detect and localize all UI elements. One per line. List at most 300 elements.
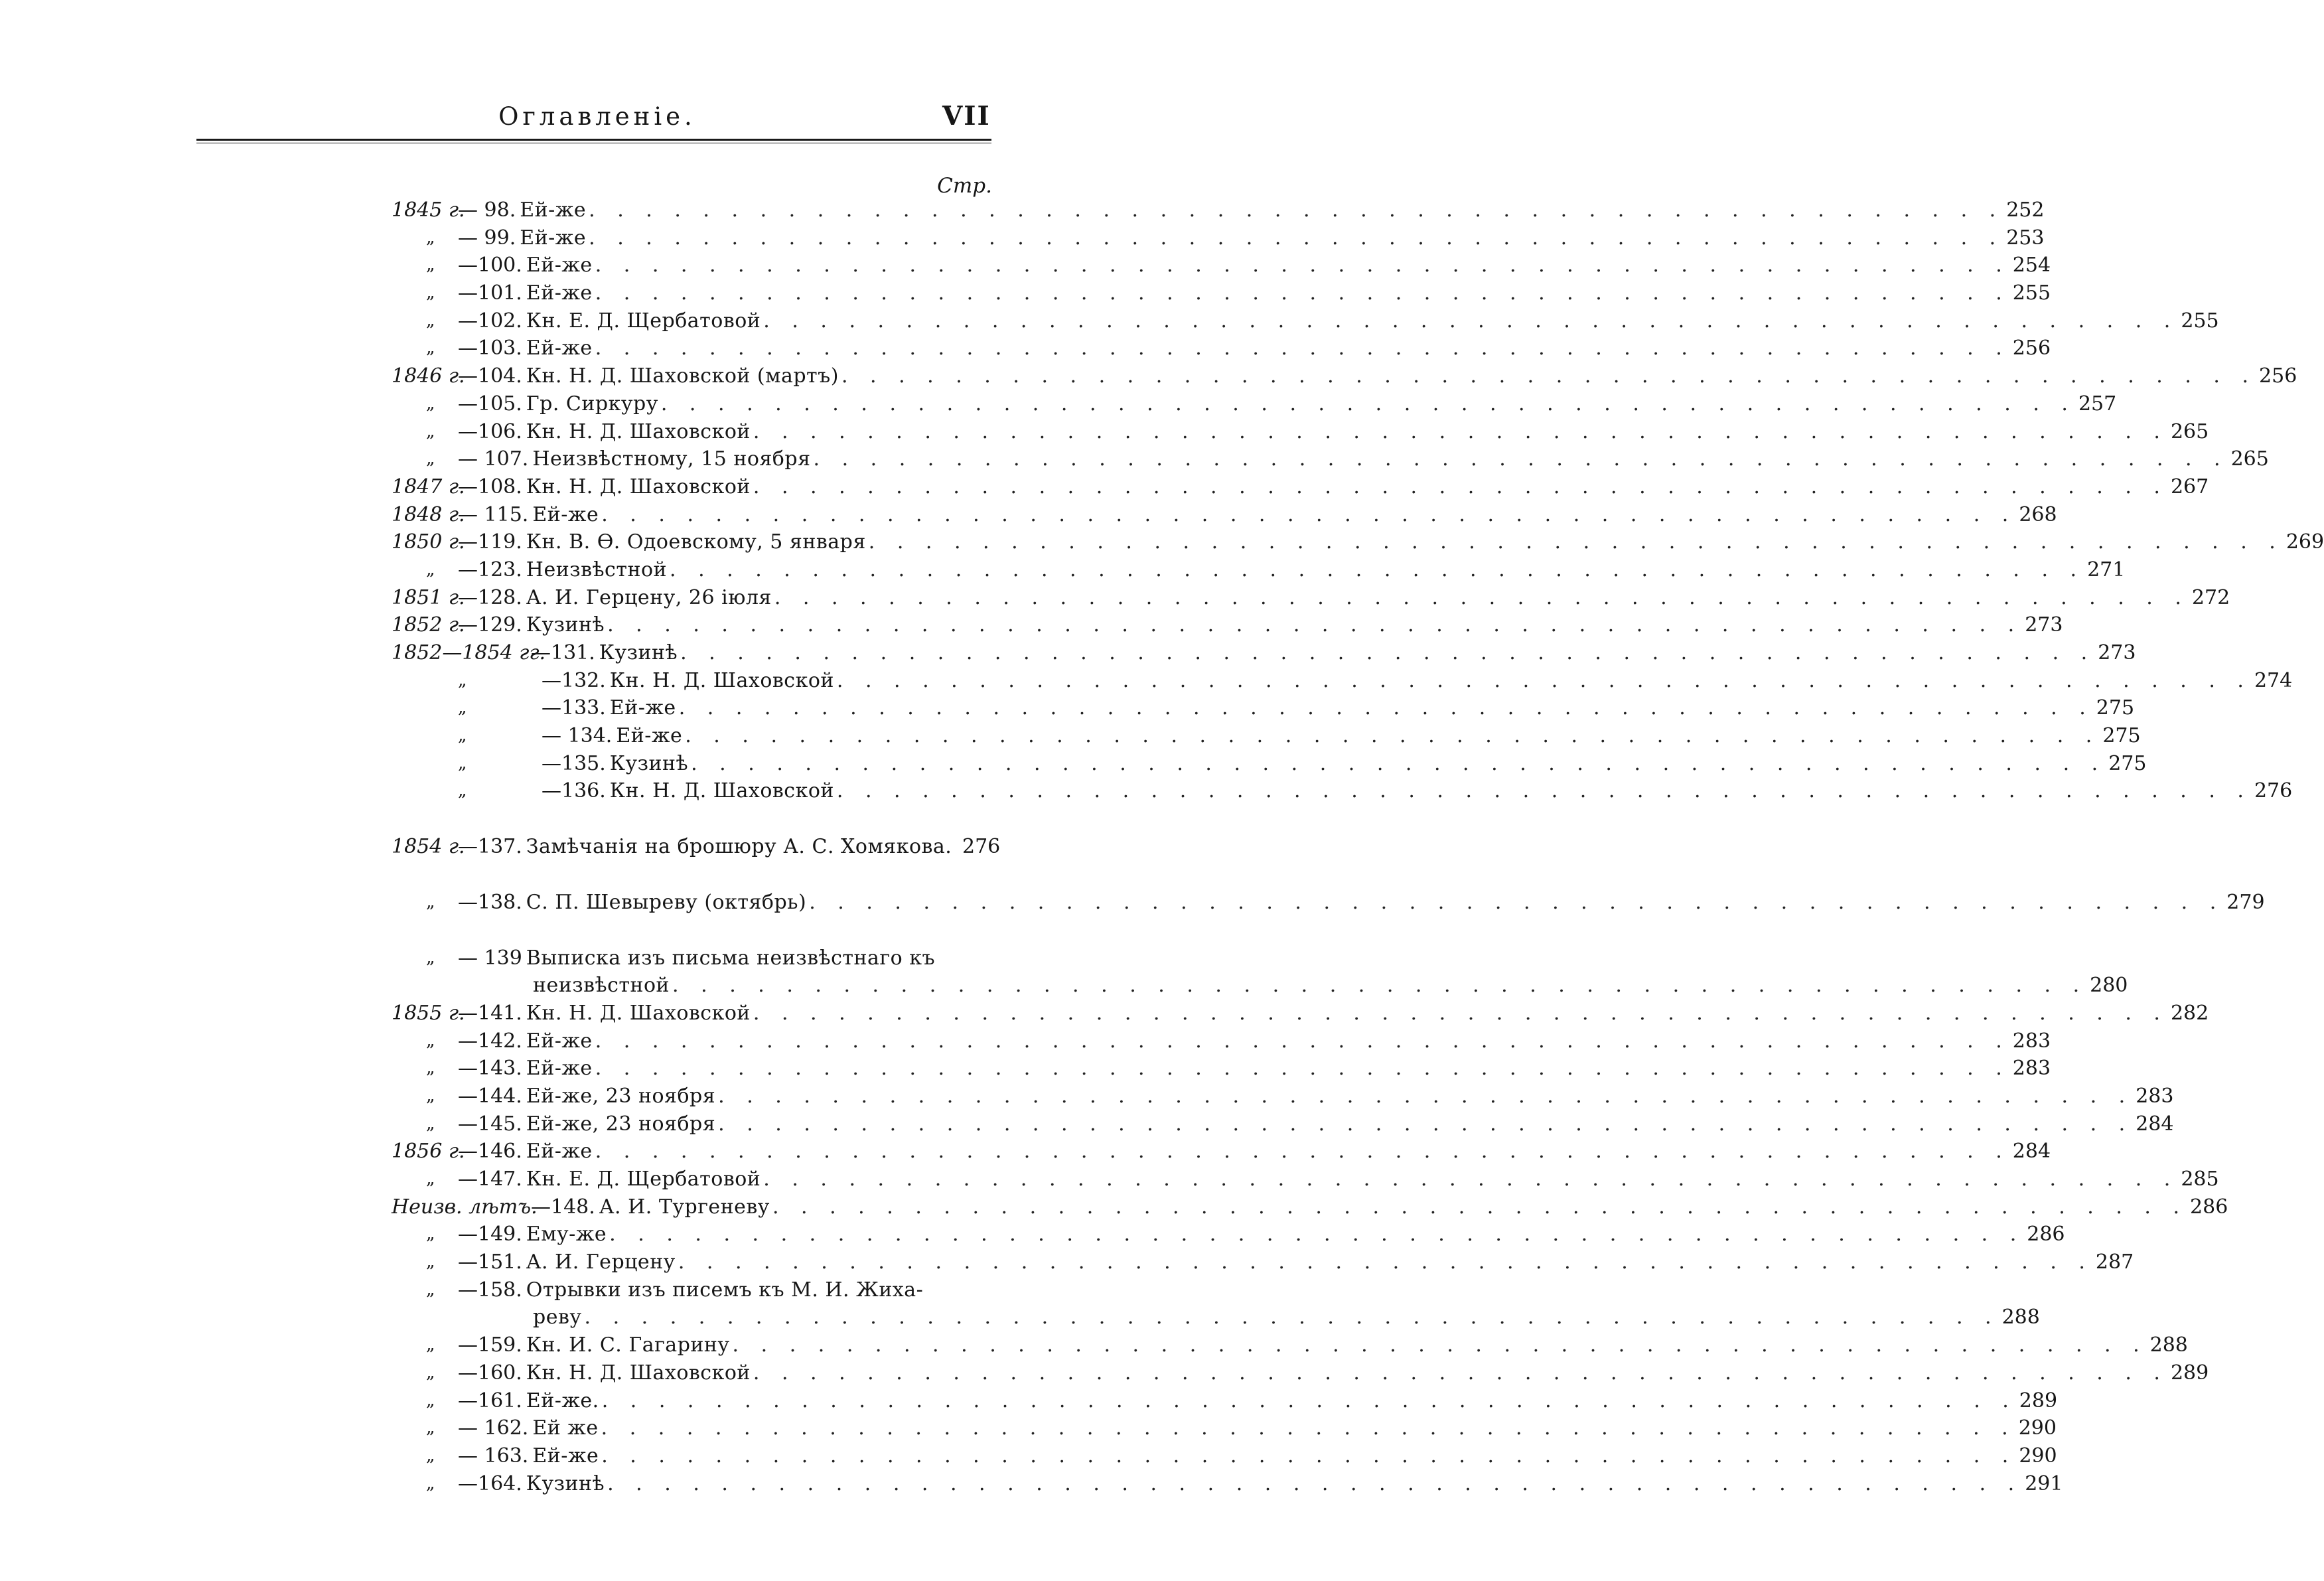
toc-entry-number: —100. bbox=[458, 254, 522, 277]
toc-entry bbox=[392, 944, 995, 972]
toc-entry-title: Кузинѣ bbox=[599, 641, 678, 664]
toc-dot-leader: . . . . . . . . . . . . . . . . . . . . . . . . . . . . . . . . . . . . . . . . . . . . . . . . . . bbox=[601, 1444, 2017, 1468]
toc-entry bbox=[392, 196, 2045, 224]
toc-entry-line bbox=[458, 1110, 2174, 1138]
toc-dot-leader: . . . . . . . . . . . . . . . . . . . . . . . . . . . . . . . . . . . . . . . . . . . . . . . . . . bbox=[601, 1416, 2016, 1440]
toc-entry-ditto-mark: „ bbox=[426, 393, 435, 414]
toc-entry-number: — 99. bbox=[458, 226, 516, 250]
toc-entry-number: —103. bbox=[458, 337, 522, 360]
toc-entry bbox=[392, 1359, 2209, 1387]
page-number: VII bbox=[942, 101, 991, 131]
toc-entry-line bbox=[458, 556, 2126, 584]
toc-entry-line bbox=[458, 1248, 2134, 1276]
toc-dot-leader: . . . . . . . . . . . . . . . . . . . . . . . . . . . . . . . . . . . . . . . . . . . . . . . . . . bbox=[836, 668, 2252, 692]
toc-entry-line bbox=[458, 1387, 2058, 1415]
toc-entry-page: 268 bbox=[2019, 502, 2057, 526]
toc-dot-leader: . . . . . . . . . . . . . . . . . . . . . . . . . . . . . . . . . . . . . . . . . . . . . . . . . . bbox=[691, 751, 2106, 775]
toc-dot-leader: . . . . . . . . . . . . . . . . . . . . . . . . . . . . . . . . . . . . . . . . . . . . . . . . . . bbox=[589, 198, 2004, 222]
toc-entry-line bbox=[458, 1276, 995, 1304]
toc-entry-ditto-mark: „ bbox=[426, 1252, 435, 1272]
toc-entry-number: — 162. bbox=[458, 1416, 529, 1440]
toc-entry-number: —158. bbox=[458, 1278, 522, 1302]
toc-entry-page: 276 bbox=[2254, 779, 2293, 803]
toc-entry-line bbox=[542, 667, 2293, 695]
toc-dot-leader: . . . . . . . . . . . . . . . . . . . . . . . . . . . . . . . . . . . . . . . . . . . . . . . . . . bbox=[670, 558, 2085, 581]
page-header-title: Оглавленіе. bbox=[498, 102, 696, 131]
toc-entry-page: 256 bbox=[2259, 364, 2297, 388]
toc-entry-number: —142. bbox=[458, 1029, 522, 1053]
toc-entry-page: 253 bbox=[2006, 226, 2045, 250]
toc-entry-page: 286 bbox=[2190, 1195, 2228, 1219]
toc-entry-title: Кн. Н. Д. Шаховской bbox=[526, 1001, 751, 1025]
toc-entry-number: —108. bbox=[458, 475, 522, 498]
toc-entry-title: Ей-же bbox=[520, 198, 587, 222]
toc-entry bbox=[392, 972, 2128, 1000]
toc-dot-leader bbox=[952, 833, 962, 861]
toc-entry bbox=[392, 833, 1001, 861]
toc-entry-page: 290 bbox=[2018, 1416, 2057, 1440]
toc-entry-title: Кн. Н. Д. Шаховской bbox=[609, 779, 834, 803]
toc-entry-page: 290 bbox=[2019, 1444, 2057, 1468]
toc-dot-leader: . . . . . . . . . . . . . . . . . . . . . . . . . . . . . . . . . . . . . . . . . . . . . . . . . . bbox=[772, 1195, 2188, 1219]
toc-entry bbox=[392, 418, 2209, 446]
toc-entry-year: 1852 г. bbox=[392, 613, 465, 637]
toc-dot-leader: . . . . . . . . . . . . . . . . . . . . . . . . . . . . . . . . . . . . . . . . . . . . . . . . . . bbox=[589, 226, 2004, 250]
toc-entry bbox=[392, 1000, 2209, 1027]
toc-entry bbox=[392, 722, 2141, 750]
toc-entry-ditto-mark: „ bbox=[426, 1362, 435, 1383]
toc-dot-leader: . . . . . . . . . . . . . . . . . . . . . . . . . . . . . . . . . . . . . . . . . . . . . . . . . . bbox=[595, 1029, 2010, 1053]
toc-entry-number: —129. bbox=[458, 613, 522, 637]
toc-entry-number: —135. bbox=[542, 751, 606, 775]
toc-entry-line bbox=[458, 1359, 2209, 1387]
toc-dot-leader: . . . . . . . . . . . . . . . . . . . . . . . . . . . . . . . . . . . . . . . . . . . . . . . . . . bbox=[774, 585, 2189, 609]
toc-entry-line bbox=[458, 473, 2209, 501]
toc-entry-page: 267 bbox=[2170, 475, 2209, 498]
page-column-heading: Стр. bbox=[937, 174, 992, 198]
toc-entry bbox=[392, 1470, 2063, 1498]
header-rule bbox=[196, 139, 991, 141]
toc-entry-page: 255 bbox=[2181, 309, 2219, 333]
toc-entry-title: Выписка изъ письма неизвѣстнаго къ bbox=[526, 946, 936, 970]
toc-entry-ditto-mark: „ bbox=[426, 1473, 435, 1493]
toc-entry-title: Кузинѣ bbox=[526, 1471, 605, 1495]
toc-entry-line bbox=[458, 1138, 2051, 1166]
toc-entry-ditto-mark: „ bbox=[458, 670, 467, 690]
toc-entry-line bbox=[458, 833, 1001, 861]
toc-entry-ditto-mark: „ bbox=[426, 1335, 435, 1355]
toc-dot-leader: . . . . . . . . . . . . . . . . . . . . . . . . . . . . . . . . . . . . . . . . . . . . . . . . . . bbox=[809, 890, 2224, 914]
toc-dot-leader: . . . . . . . . . . . . . . . . . . . . . . . . . . . . . . . . . . . . . . . . . . . . . . . . . . bbox=[584, 1306, 1999, 1329]
toc-entry bbox=[392, 279, 2051, 307]
toc-entry-title: Гр. Сиркуру bbox=[526, 392, 658, 415]
toc-entry-number: —138. bbox=[458, 890, 522, 914]
toc-entry-line bbox=[542, 694, 2135, 722]
toc-entry-title: Ей-же bbox=[526, 281, 593, 305]
toc-entry-number: —141. bbox=[458, 1001, 522, 1025]
toc-entry bbox=[392, 445, 2269, 473]
toc-entry-ditto-mark: „ bbox=[426, 1279, 435, 1300]
toc-entry-title: Неизвѣстной bbox=[526, 558, 668, 581]
toc-entry-title: Кн. Н. Д. Шаховской bbox=[526, 419, 751, 443]
toc-entry-title: Ей-же bbox=[532, 502, 599, 526]
toc-dot-leader: . . . . . . . . . . . . . . . . . . . . . . . . . . . . . . . . . . . . . . . . . . . . . . . . . . bbox=[868, 530, 2284, 554]
toc-entry-line bbox=[458, 1055, 2051, 1083]
toc-entry-page: 255 bbox=[2012, 281, 2051, 305]
toc-entry-ditto-mark: „ bbox=[426, 1418, 435, 1438]
toc-entry bbox=[392, 1276, 995, 1304]
toc-entry-number: —149. bbox=[458, 1223, 522, 1246]
toc-entry-title: Кн. Н. Д. Шаховской bbox=[526, 475, 751, 498]
toc-dot-leader: . . . . . . . . . . . . . . . . . . . . . . . . . . . . . . . . . . . . . . . . . . . . . . . . . . bbox=[753, 475, 2168, 498]
toc-entry-page: 269 bbox=[2286, 530, 2324, 554]
toc-dot-leader: . . . . . . . . . . . . . . . . . . . . . . . . . . . . . . . . . . . . . . . . . . . . . . . . . . bbox=[732, 1333, 2147, 1357]
toc-entry-line bbox=[458, 501, 2057, 529]
toc-entry-ditto-mark: „ bbox=[426, 1058, 435, 1079]
toc-dot-leader: . . . . . . . . . . . . . . . . . . . . . . . . . . . . . . . . . . . . . . . . . . . . . . . . . . bbox=[753, 1361, 2168, 1385]
toc-entry-number: —136. bbox=[542, 779, 606, 803]
toc-entry bbox=[392, 639, 2136, 667]
toc-entry-line bbox=[458, 307, 2219, 335]
toc-entry-title: Ей-же bbox=[532, 1444, 599, 1468]
toc-entry-page: 265 bbox=[2230, 447, 2269, 471]
toc-dot-leader: . . . . . . . . . . . . . . . . . . . . . . . . . . . . . . . . . . . . . . . . . . . . . . . . . . bbox=[595, 337, 2010, 360]
toc-entry-line bbox=[458, 528, 2324, 556]
toc-entry-line bbox=[458, 418, 2209, 446]
toc-entry-title: Ему-же bbox=[526, 1223, 607, 1246]
toc-dot-leader: . . . . . . . . . . . . . . . . . . . . . . . . . . . . . . . . . . . . . . . . . . . . . . . . . . bbox=[836, 779, 2252, 803]
toc-entry-page: 283 bbox=[2136, 1084, 2174, 1108]
toc-dot-leader: . . . . . . . . . . . . . . . . . . . . . . . . . . . . . . . . . . . . . . . . . . . . . . . . . . bbox=[660, 392, 2076, 415]
toc-dot-leader: . . . . . . . . . . . . . . . . . . . . . . . . . . . . . . . . . . . . . . . . . . . . . . . . . . bbox=[601, 502, 2017, 526]
toc-entry-ditto-mark: „ bbox=[426, 1113, 435, 1134]
toc-entry-page: 280 bbox=[2090, 974, 2128, 998]
toc-dot-leader: . . . . . . . . . . . . . . . . . . . . . . . . . . . . . . . . . . . . . . . . . . . . . . . . . . bbox=[718, 1112, 2134, 1136]
toc-entry-page: 275 bbox=[2108, 751, 2147, 775]
toc-entry-line bbox=[531, 639, 2136, 667]
toc-dot-leader: . . . . . . . . . . . . . . . . . . . . . . . . . . . . . . . . . . . . . . . . . . . . . . . . . . bbox=[841, 364, 2257, 388]
toc-entry-page: 287 bbox=[2095, 1250, 2134, 1274]
toc-entry bbox=[392, 1304, 2040, 1331]
toc-entry-title: Ей же bbox=[532, 1416, 599, 1440]
toc-entry-line bbox=[458, 279, 2051, 307]
toc-entry-page: 254 bbox=[2012, 254, 2051, 277]
toc-entry-title: Ей-же bbox=[526, 1140, 593, 1164]
toc-entry-page bbox=[962, 1276, 995, 1304]
toc-entry-ditto-mark: „ bbox=[426, 421, 435, 441]
toc-entry-line bbox=[458, 335, 2051, 362]
toc-entry-page: 284 bbox=[2136, 1112, 2174, 1136]
toc-entry-number: —133. bbox=[542, 696, 606, 720]
toc-entry-ditto-mark: „ bbox=[458, 725, 467, 746]
toc-entry bbox=[392, 694, 2135, 722]
toc-entry-page: 276 bbox=[962, 835, 1001, 859]
toc-entry-ditto-mark: „ bbox=[426, 1030, 435, 1051]
toc-entry-ditto-mark: „ bbox=[426, 947, 435, 968]
toc-entry-line bbox=[458, 1331, 2188, 1359]
toc-entry-title: Кн. Н. Д. Шаховской (мартъ) bbox=[526, 364, 839, 388]
toc-dot-leader: . . . . . . . . . . . . . . . . . . . . . . . . . . . . . . . . . . . . . . . . . . . . . . . . . . bbox=[813, 447, 2228, 471]
toc-entry-ditto-mark: „ bbox=[426, 449, 435, 469]
toc-entry-page: 273 bbox=[2025, 613, 2063, 637]
toc-entry-year: 1856 г. bbox=[392, 1140, 465, 1164]
toc-entry bbox=[392, 1055, 2051, 1083]
toc-dot-leader: . . . . . . . . . . . . . . . . . . . . . . . . . . . . . . . . . . . . . . . . . . . . . . . . . . bbox=[595, 281, 2010, 305]
toc-entry-title: Кузинѣ bbox=[526, 613, 605, 637]
toc-entry-year: 1852—1854 гг. bbox=[392, 641, 546, 664]
toc-entry-ditto-mark: „ bbox=[426, 1390, 435, 1410]
toc-entry bbox=[392, 362, 2297, 390]
toc-entry bbox=[392, 750, 2147, 778]
toc-entry-page: 288 bbox=[2001, 1306, 2040, 1329]
toc-entry-page: 272 bbox=[2191, 585, 2230, 609]
toc-entry bbox=[392, 1083, 2174, 1110]
toc-entry-ditto-mark: „ bbox=[426, 338, 435, 358]
toc-entry-title: неизвѣстной bbox=[533, 974, 670, 998]
toc-entry-number: —151. bbox=[458, 1250, 522, 1274]
toc-entry bbox=[392, 1414, 2057, 1442]
toc-entry-title: Ей-же, 23 ноября bbox=[526, 1112, 716, 1136]
toc-dot-leader: . . . . . . . . . . . . . . . . . . . . . . . . . . . . . . . . . . . . . . . . . . . . . . . . . . bbox=[672, 974, 2088, 998]
toc-entry-title: Кн. Н. Д. Шаховской bbox=[609, 668, 834, 692]
toc-entry-line bbox=[542, 722, 2141, 750]
toc-entry-page: 275 bbox=[2102, 724, 2141, 748]
toc-entry-number: —146. bbox=[458, 1140, 522, 1164]
toc-entry-year: 1854 г. bbox=[392, 835, 465, 859]
toc-entry-title: Ей-же bbox=[616, 724, 683, 748]
toc-entry-ditto-mark: „ bbox=[426, 559, 435, 579]
toc-entry-title: Ей-же, 23 ноября bbox=[526, 1084, 716, 1108]
toc-entry-line bbox=[458, 611, 2063, 639]
toc-entry bbox=[392, 1387, 2058, 1415]
toc-entry-page: 252 bbox=[2006, 198, 2045, 222]
toc-entry-title: Ей-же bbox=[609, 696, 676, 720]
toc-entry bbox=[392, 224, 2045, 252]
toc-dot-leader: . . . . . . . . . . . . . . . . . . . . . . . . . . . . . . . . . . . . . . . . . . . . . . . . . . bbox=[680, 641, 2096, 664]
toc-entry-title: Ей-же bbox=[520, 226, 587, 250]
toc-entry bbox=[392, 501, 2057, 529]
toc-entry-year: 1850 г. bbox=[392, 530, 465, 554]
toc-entry-number: —123. bbox=[458, 558, 522, 581]
toc-entry-year: 1855 г. bbox=[392, 1001, 465, 1025]
toc-entry-number: —137. bbox=[458, 835, 522, 859]
toc-entry-line bbox=[533, 972, 2128, 1000]
toc-entry-title: Ей-же bbox=[526, 254, 593, 277]
toc-entry bbox=[392, 252, 2051, 279]
toc-entry-line bbox=[458, 1470, 2063, 1498]
toc-entry-number: — 139 bbox=[458, 946, 522, 970]
toc-entry bbox=[392, 1331, 2188, 1359]
toc-entry bbox=[392, 335, 2051, 362]
toc-entry-title: Кн. В. Ѳ. Одоевскому, 5 января bbox=[526, 530, 866, 554]
toc-entry-page: 291 bbox=[2025, 1471, 2063, 1495]
toc-entry-line bbox=[542, 750, 2147, 778]
toc-entry-page: 284 bbox=[2012, 1140, 2051, 1164]
toc-dot-leader: . . . . . . . . . . . . . . . . . . . . . . . . . . . . . . . . . . . . . . . . . . . . . . . . . . bbox=[718, 1084, 2134, 1108]
toc-entry-title: реву bbox=[533, 1306, 582, 1329]
toc-entry-ditto-mark: „ bbox=[426, 1445, 435, 1466]
toc-entry-page: 286 bbox=[2027, 1223, 2065, 1246]
toc-dot-leader: . . . . . . . . . . . . . . . . . . . . . . . . . . . . . . . . . . . . . . . . . . . . . . . . . . bbox=[763, 309, 2179, 333]
toc-entry-line bbox=[458, 1000, 2209, 1027]
toc-entry bbox=[392, 473, 2209, 501]
toc-entry-page: 288 bbox=[2149, 1333, 2188, 1357]
toc-entry-ditto-mark: „ bbox=[458, 781, 467, 801]
toc-entry-page: 273 bbox=[2098, 641, 2136, 664]
toc-entry-line bbox=[458, 445, 2269, 473]
toc-entry-line bbox=[531, 1193, 2228, 1221]
toc-entry-number: —161. bbox=[458, 1389, 522, 1412]
toc-entry-number: —101. bbox=[458, 281, 522, 305]
toc-entry-ditto-mark: „ bbox=[458, 753, 467, 773]
toc-entry-page: 265 bbox=[2170, 419, 2209, 443]
toc-entry-number: — 163. bbox=[458, 1444, 529, 1468]
toc-entry bbox=[392, 1442, 2057, 1470]
toc-entry-page: 279 bbox=[2226, 890, 2265, 914]
toc-entry-number: —132. bbox=[542, 668, 606, 692]
toc-entry bbox=[392, 1193, 2228, 1221]
toc-entry bbox=[392, 611, 2063, 639]
toc-entry-ditto-mark: „ bbox=[426, 1224, 435, 1244]
toc-entry-title: А. И. Герцену bbox=[526, 1250, 676, 1274]
toc-entry-number: —160. bbox=[458, 1361, 522, 1385]
toc-dot-leader: . . . . . . . . . . . . . . . . . . . . . . . . . . . . . . . . . . . . . . . . . . . . . . . . . . bbox=[685, 724, 2100, 748]
toc-dot-leader: . . . . . . . . . . . . . . . . . . . . . . . . . . . . . . . . . . . . . . . . . . . . . . . . . . bbox=[753, 419, 2168, 443]
toc-entry-number: —147. bbox=[458, 1167, 522, 1191]
toc-entry-number: —104. bbox=[458, 364, 522, 388]
toc-entry bbox=[392, 1027, 2051, 1055]
toc-entry-year: 1845 г. bbox=[392, 198, 465, 222]
toc-entry-number: —148. bbox=[531, 1195, 595, 1219]
toc-entry bbox=[392, 889, 2265, 917]
toc-entry-title: Кузинѣ bbox=[609, 751, 689, 775]
toc-dot-leader: . . . . . . . . . . . . . . . . . . . . . . . . . . . . . . . . . . . . . . . . . . . . . . . . . . bbox=[763, 1167, 2179, 1191]
toc-entry-page: 256 bbox=[2012, 337, 2051, 360]
toc-entry bbox=[392, 1110, 2174, 1138]
toc-entry-ditto-mark: „ bbox=[426, 1169, 435, 1189]
toc-entry-title: Замѣчанія на брошюру А. С. Хомякова. bbox=[526, 835, 952, 859]
toc-entry-page bbox=[962, 944, 995, 972]
toc-entry-number: —143. bbox=[458, 1057, 522, 1081]
toc-entry-ditto-mark: „ bbox=[426, 310, 435, 331]
toc-entry-page: 289 bbox=[2170, 1361, 2209, 1385]
toc-entry-page: 282 bbox=[2170, 1001, 2209, 1025]
toc-dot-leader bbox=[923, 1276, 962, 1304]
toc-entry-year: 1847 г. bbox=[392, 475, 465, 498]
toc-entry bbox=[392, 1138, 2051, 1166]
toc-entry-ditto-mark: „ bbox=[426, 255, 435, 275]
toc-entry-line bbox=[458, 196, 2045, 224]
toc-entry-number: —159. bbox=[458, 1333, 522, 1357]
toc-dot-leader: . . . . . . . . . . . . . . . . . . . . . . . . . . . . . . . . . . . . . . . . . . . . . . . . . . bbox=[753, 1001, 2168, 1025]
toc-entry-title: С. П. Шевыреву (октябрь) bbox=[526, 890, 807, 914]
toc-entry-number: —102. bbox=[458, 309, 522, 333]
toc-entry-line bbox=[458, 889, 2265, 917]
toc-entry-number: —106. bbox=[458, 419, 522, 443]
toc-entry-number: —131. bbox=[531, 641, 595, 664]
toc-dot-leader: . . . . . . . . . . . . . . . . . . . . . . . . . . . . . . . . . . . . . . . . . . . . . . . . . . bbox=[678, 696, 2094, 720]
table-of-contents bbox=[392, 196, 2324, 1497]
toc-entry-ditto-mark: „ bbox=[458, 698, 467, 718]
toc-entry-ditto-mark: „ bbox=[426, 891, 435, 912]
toc-entry-year: 1851 г. bbox=[392, 585, 465, 609]
toc-entry-line bbox=[458, 1414, 2057, 1442]
toc-entry-year: 1848 г. bbox=[392, 502, 465, 526]
toc-dot-leader: . . . . . . . . . . . . . . . . . . . . . . . . . . . . . . . . . . . . . . . . . . . . . . . . . . bbox=[595, 1140, 2010, 1164]
toc-entry-line bbox=[458, 390, 2117, 418]
toc-entry bbox=[392, 1221, 2065, 1248]
toc-entry-page: 274 bbox=[2254, 668, 2293, 692]
toc-dot-leader: . . . . . . . . . . . . . . . . . . . . . . . . . . . . . . . . . . . . . . . . . . . . . . . . . . bbox=[607, 613, 2023, 637]
toc-entry-title: Кн. Н. Д. Шаховской bbox=[526, 1361, 751, 1385]
toc-entry-line bbox=[542, 777, 2293, 805]
toc-entry bbox=[392, 390, 2117, 418]
toc-entry-page: 275 bbox=[2096, 696, 2135, 720]
toc-entry bbox=[392, 1248, 2134, 1276]
toc-entry-number: —144. bbox=[458, 1084, 522, 1108]
toc-entry bbox=[392, 777, 2293, 805]
toc-entry-title: Отрывки изъ писемъ къ М. И. Жиха- bbox=[526, 1278, 924, 1302]
toc-dot-leader: . . . . . . . . . . . . . . . . . . . . . . . . . . . . . . . . . . . . . . . . . . . . . . . . . . bbox=[678, 1250, 2093, 1274]
toc-entry-line bbox=[458, 1442, 2057, 1470]
toc-entry-ditto-mark: „ bbox=[426, 227, 435, 248]
toc-entry-line bbox=[458, 1083, 2174, 1110]
toc-entry-number: —145. bbox=[458, 1112, 522, 1136]
toc-entry-page: 257 bbox=[2078, 392, 2117, 415]
toc-entry-number: — 107. bbox=[458, 447, 529, 471]
toc-entry-line bbox=[458, 252, 2051, 279]
toc-entry-year: 1846 г. bbox=[392, 364, 465, 388]
toc-entry-ditto-mark: „ bbox=[426, 1085, 435, 1106]
toc-entry-page: 285 bbox=[2181, 1167, 2219, 1191]
toc-entry-title: А. И. Герцену, 26 іюля bbox=[526, 585, 772, 609]
toc-entry-line bbox=[458, 362, 2297, 390]
toc-entry-line bbox=[458, 1221, 2065, 1248]
toc-dot-leader: . . . . . . . . . . . . . . . . . . . . . . . . . . . . . . . . . . . . . . . . . . . . . . . . . . bbox=[595, 254, 2010, 277]
toc-dot-leader bbox=[935, 944, 962, 972]
toc-entry-page: 283 bbox=[2012, 1029, 2051, 1053]
toc-dot-leader: . . . . . . . . . . . . . . . . . . . . . . . . . . . . . . . . . . . . . . . . . . . . . . . . . . bbox=[595, 1057, 2010, 1081]
toc-dot-leader: . . . . . . . . . . . . . . . . . . . . . . . . . . . . . . . . . . . . . . . . . . . . . . . . . . bbox=[609, 1223, 2025, 1246]
toc-dot-leader: . . . . . . . . . . . . . . . . . . . . . . . . . . . . . . . . . . . . . . . . . . . . . . . . . . bbox=[601, 1389, 2017, 1412]
toc-entry-title: Кн. И. С. Гагарину bbox=[526, 1333, 730, 1357]
toc-entry-number: —119. bbox=[458, 530, 522, 554]
toc-entry-line bbox=[458, 944, 995, 972]
toc-entry-line bbox=[533, 1304, 2040, 1331]
toc-entry bbox=[392, 1166, 2219, 1193]
toc-entry-number: — 98. bbox=[458, 198, 516, 222]
toc-entry-line bbox=[458, 584, 2230, 612]
toc-entry bbox=[392, 667, 2293, 695]
toc-entry-number: —128. bbox=[458, 585, 522, 609]
toc-entry-ditto-mark: „ bbox=[426, 283, 435, 303]
toc-entry-line bbox=[458, 1027, 2051, 1055]
toc-entry-title: Неизвѣстному, 15 ноября bbox=[532, 447, 811, 471]
toc-entry bbox=[392, 584, 2230, 612]
toc-entry-title: Кн. Е. Д. Щербатовой bbox=[526, 1167, 761, 1191]
toc-entry-title: Ей-же bbox=[526, 1029, 593, 1053]
toc-entry bbox=[392, 307, 2219, 335]
toc-entry-line bbox=[458, 224, 2045, 252]
toc-entry-line bbox=[458, 1166, 2219, 1193]
toc-entry-page: 289 bbox=[2019, 1389, 2058, 1412]
toc-entry-page: 283 bbox=[2012, 1057, 2051, 1081]
toc-entry-title: А. И. Тургеневу bbox=[599, 1195, 770, 1219]
toc-entry-title: Кн. Е. Д. Щербатовой bbox=[526, 309, 761, 333]
toc-entry-number: —164. bbox=[458, 1471, 522, 1495]
toc-entry-title: Ей-же. bbox=[526, 1389, 599, 1412]
toc-entry-number: — 115. bbox=[458, 502, 529, 526]
